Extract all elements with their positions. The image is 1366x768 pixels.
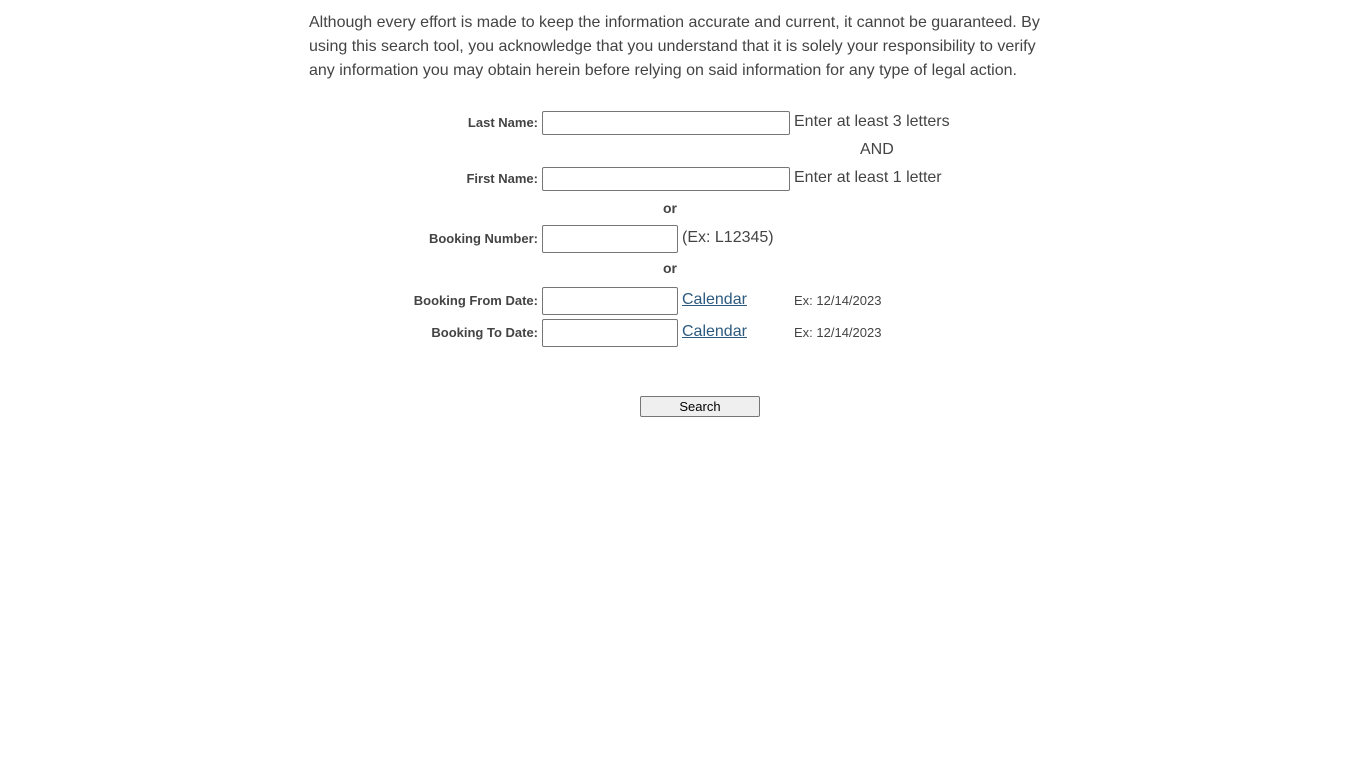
booking-number-label: Booking Number: — [428, 231, 538, 246]
and-text: AND — [860, 141, 894, 158]
booking-number-hint: (Ex: L12345) — [682, 229, 774, 246]
first-name-label: First Name: — [466, 171, 538, 186]
search-button[interactable]: Search — [640, 396, 760, 417]
booking-to-calendar-link[interactable]: Calendar — [682, 323, 747, 340]
last-name-hint: Enter at least 3 letters — [794, 113, 950, 130]
last-name-label: Last Name: — [467, 115, 538, 130]
booking-from-date-label: Booking From Date: — [413, 293, 538, 308]
last-name-input[interactable] — [542, 111, 790, 135]
booking-from-calendar-link[interactable]: Calendar — [682, 291, 747, 308]
or-separator: or — [663, 260, 677, 276]
first-name-hint: Enter at least 1 letter — [794, 169, 942, 186]
disclaimer-text: Although every effort is made to keep the information accurate and current, it cannot be guaranteed. By using this search tool, you acknowledge that you understand that it is solely your responsibility to verify any information you may obtain herein before relying on said information for any type of legal action. — [309, 14, 1040, 79]
or-separator: or — [663, 200, 677, 216]
booking-to-example: Ex: 12/14/2023 — [794, 325, 882, 340]
booking-to-date-label: Booking To Date: — [431, 325, 538, 340]
first-name-input[interactable] — [542, 167, 790, 191]
booking-number-input[interactable] — [542, 225, 678, 253]
booking-from-date-input[interactable] — [542, 287, 678, 315]
booking-from-example: Ex: 12/14/2023 — [794, 293, 882, 308]
booking-to-date-input[interactable] — [542, 319, 678, 347]
